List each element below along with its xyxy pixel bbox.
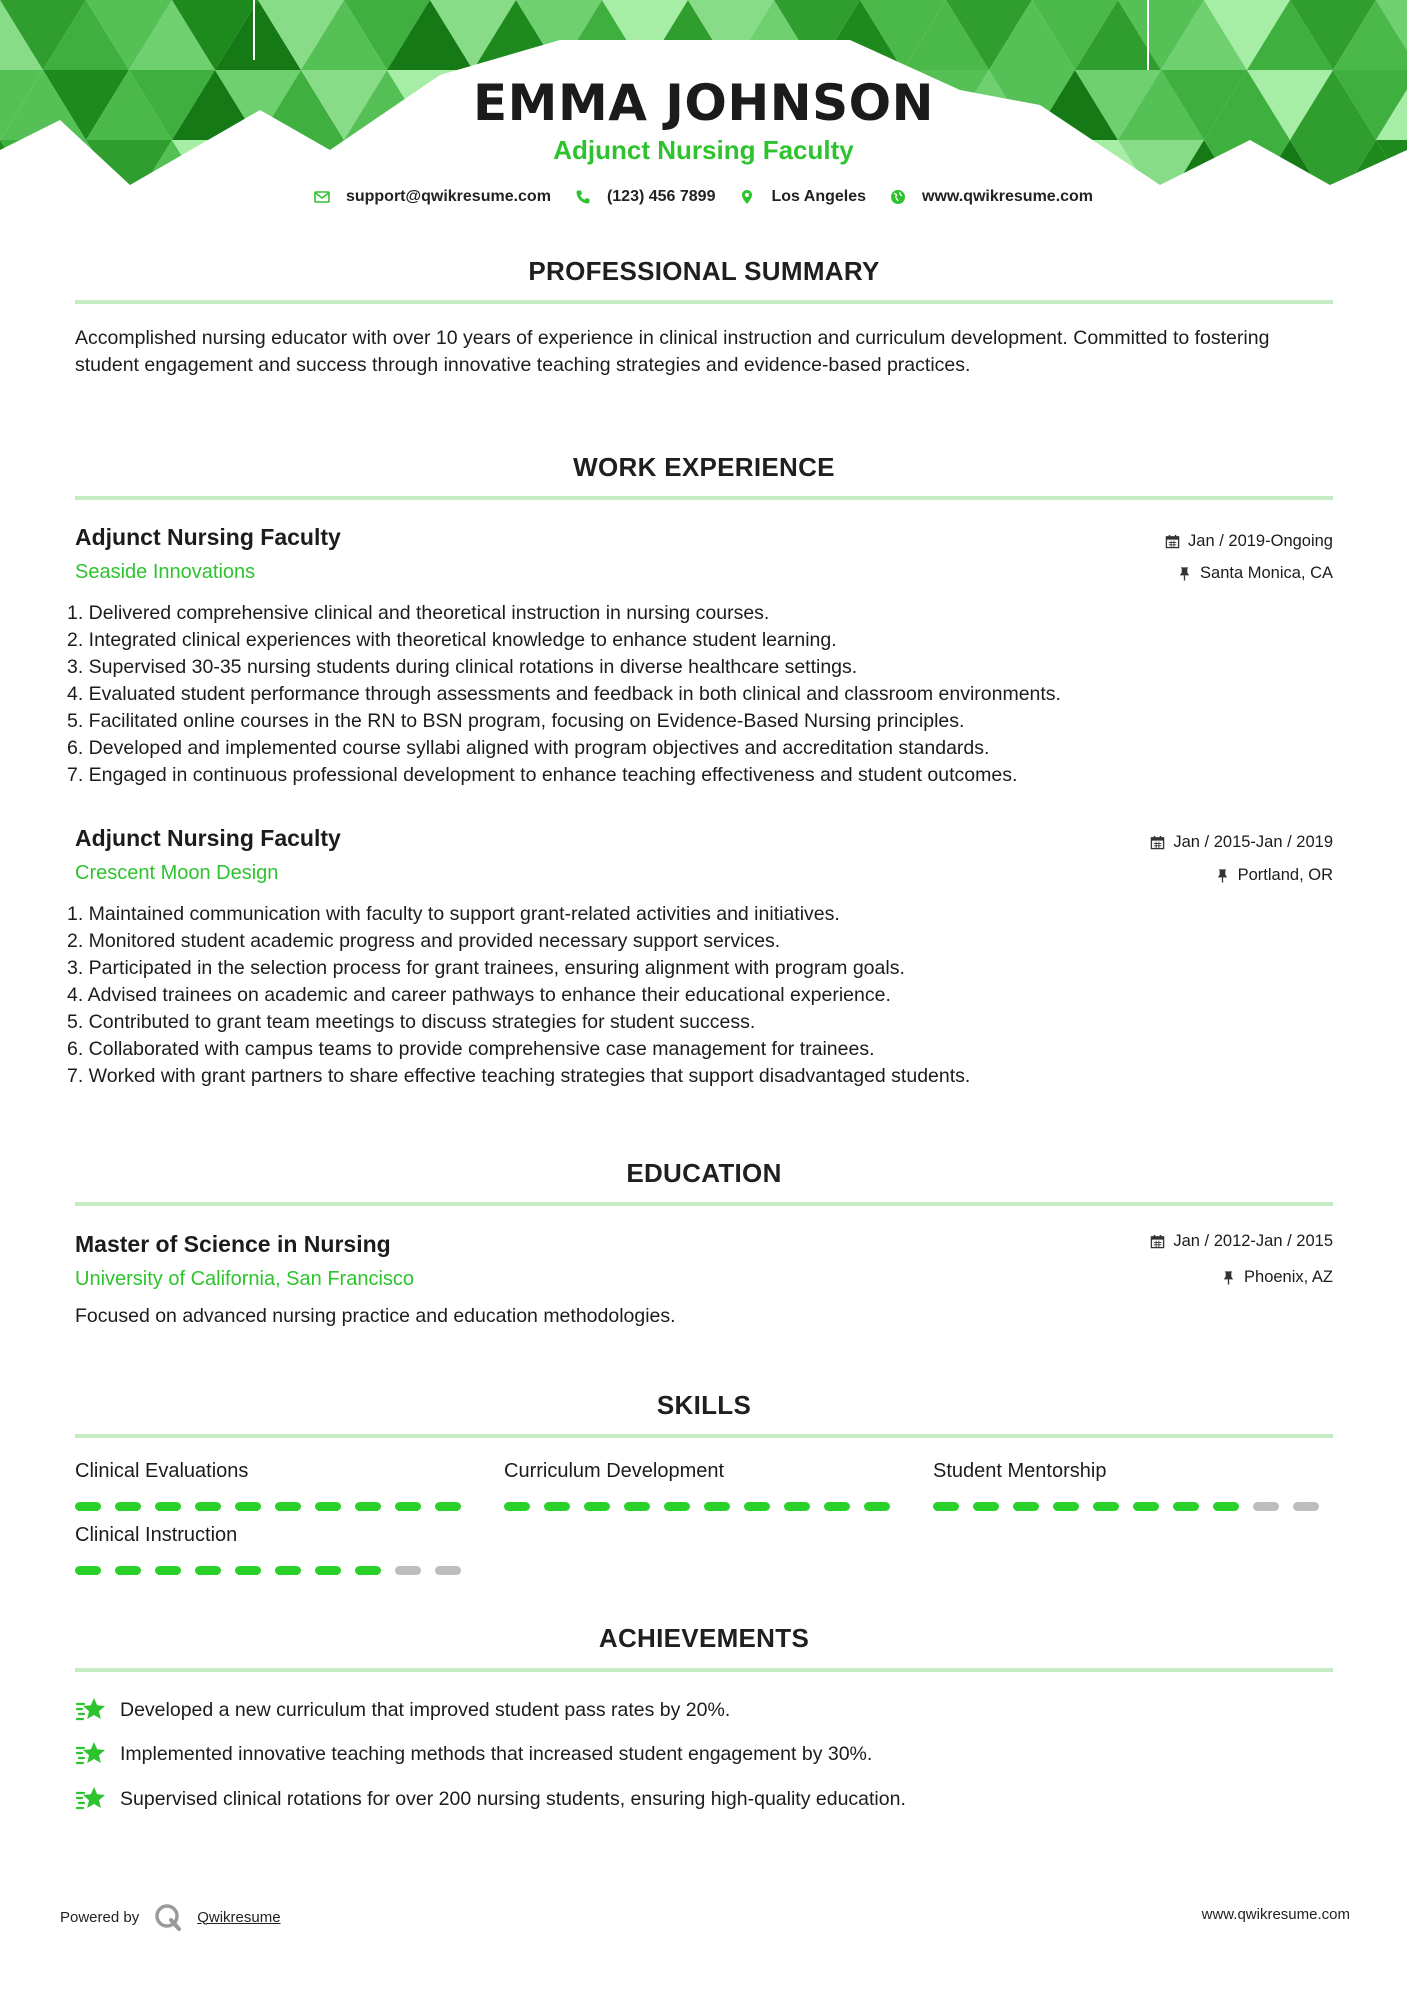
pushpin-icon	[1221, 1270, 1236, 1285]
skill-dot-filled	[275, 1502, 301, 1511]
skill-dot-filled	[275, 1566, 301, 1575]
skill-dot-filled	[864, 1502, 890, 1511]
phone-icon	[575, 189, 591, 205]
skill-dot-filled	[544, 1502, 570, 1511]
skill-dot-filled	[435, 1502, 461, 1511]
experience-heading: WORK EXPERIENCE	[573, 452, 835, 482]
job-dates-text: Jan / 2015-Jan / 2019	[1173, 833, 1333, 851]
star-badge-icon	[75, 1784, 107, 1814]
list-item: 1. Delivered comprehensive clinical and theoretical instruction in nursing courses.	[67, 602, 770, 624]
contact-website[interactable]	[890, 188, 1093, 206]
skill-dot-filled	[1053, 1502, 1079, 1511]
qwikresume-link[interactable]: Qwikresume	[197, 1908, 281, 1926]
list-item: 4. Evaluated student performance through assessments and feedback in both clinical and classroom environments.	[67, 683, 1061, 705]
skill-level-bar	[933, 1502, 1333, 1512]
school-name: University of California, San Francisco	[75, 1268, 415, 1290]
education-dates-text: Jan / 2012-Jan / 2015	[1173, 1232, 1333, 1250]
star-badge-icon	[75, 1739, 107, 1769]
degree-title: Master of Science in Nursing	[75, 1231, 391, 1257]
education-note: Focused on advanced nursing practice and education methodologies.	[75, 1305, 676, 1327]
skill-dot-filled	[195, 1502, 221, 1511]
achievement-text: Implemented innovative teaching methods that increased student engagement by 30%.	[120, 1742, 873, 1765]
list-item: 6. Developed and implemented course syllabi aligned with program objectives and accreditation standards.	[67, 737, 990, 759]
education-rule	[75, 1202, 1333, 1206]
achievement-item	[75, 1695, 730, 1725]
skill-item	[75, 1460, 475, 1512]
skill-dot-filled	[704, 1502, 730, 1511]
skill-name: Student Mentorship	[933, 1460, 1107, 1482]
skill-name: Clinical Evaluations	[75, 1460, 249, 1482]
contact-bar	[0, 188, 1407, 206]
calendar-icon	[1150, 1234, 1165, 1249]
skill-dot-filled	[355, 1502, 381, 1511]
skill-dot-filled	[155, 1502, 181, 1511]
contact-location-text: Los Angeles	[771, 188, 867, 205]
contact-email-text: support@qwikresume.com	[345, 188, 551, 205]
job-location-text: Santa Monica, CA	[1200, 564, 1333, 582]
list-item: 3. Participated in the selection process for grant trainees, ensuring alignment with program goals.	[67, 957, 905, 979]
skill-dot-filled	[315, 1566, 341, 1575]
contact-website-text: www.qwikresume.com	[922, 188, 1094, 205]
skill-dot-filled	[624, 1502, 650, 1511]
skills-rule	[75, 1434, 1333, 1438]
skill-item	[504, 1460, 904, 1512]
skill-dot-filled	[784, 1502, 810, 1511]
skill-dot-filled	[355, 1566, 381, 1575]
envelope-icon	[314, 189, 330, 205]
powered-by-label: Powered by	[60, 1908, 140, 1926]
job-dates	[1165, 532, 1333, 551]
contact-phone[interactable]	[575, 188, 716, 206]
skill-dot-filled	[155, 1566, 181, 1575]
skill-dot-filled	[235, 1566, 261, 1575]
contact-phone-text: (123) 456 7899	[606, 188, 716, 205]
job-location	[1177, 564, 1333, 583]
skill-dot-filled	[75, 1566, 101, 1575]
calendar-icon	[1165, 534, 1180, 549]
skill-dot-filled	[235, 1502, 261, 1511]
skill-dot-filled	[973, 1502, 999, 1511]
list-item: 4. Advised trainees on academic and career pathways to enhance their educational experience.	[67, 984, 891, 1006]
skill-dot-filled	[504, 1502, 530, 1511]
job-title: Adjunct Nursing Faculty	[75, 825, 341, 851]
skill-dot-filled	[1133, 1502, 1159, 1511]
summary-text: Accomplished nursing educator with over 10 years of experience in clinical instruction and curriculum development. Committed to fostering student engagement and success through innovative teaching strategies and evidence-based practices.	[75, 327, 1270, 376]
globe-icon	[890, 189, 906, 205]
skill-name: Clinical Instruction	[75, 1524, 238, 1546]
skill-dot-filled	[1173, 1502, 1199, 1511]
education-location	[1221, 1268, 1333, 1287]
contact-email[interactable]	[314, 188, 551, 206]
achievements-heading: ACHIEVEMENTS	[598, 1623, 810, 1653]
list-item: 5. Contributed to grant team meetings to discuss strategies for student success.	[67, 1011, 756, 1033]
star-badge-icon	[75, 1695, 107, 1725]
job-dates-text: Jan / 2019-Ongoing	[1188, 532, 1333, 550]
job-dates	[1150, 833, 1333, 852]
qwikresume-logo-icon	[153, 1902, 183, 1932]
skill-level-bar	[504, 1502, 904, 1512]
footer-powered-by	[60, 1902, 281, 1932]
summary-rule	[75, 300, 1333, 304]
summary-heading: PROFESSIONAL SUMMARY	[528, 256, 880, 286]
skill-dot-filled	[395, 1502, 421, 1511]
education-dates	[1150, 1232, 1333, 1251]
job-company: Seaside Innovations	[75, 561, 256, 583]
job-location	[1215, 866, 1333, 885]
list-item: 3. Supervised 30-35 nursing students during clinical rotations in diverse healthcare settings.	[67, 656, 858, 678]
achievements-rule	[75, 1668, 1333, 1672]
job-responsibilities	[67, 901, 1337, 1090]
achievement-text: Supervised clinical rotations for over 200 nursing students, ensuring high-quality education.	[120, 1787, 906, 1810]
skill-dot-filled	[1213, 1502, 1239, 1511]
skill-dot-filled	[75, 1502, 101, 1511]
candidate-role: Adjunct Nursing Faculty	[553, 135, 854, 165]
skill-dot-filled	[115, 1566, 141, 1575]
candidate-name: EMMA JOHNSON	[473, 74, 934, 132]
contact-location	[739, 188, 866, 206]
achievement-item	[75, 1739, 872, 1769]
skill-name: Curriculum Development	[504, 1460, 725, 1482]
calendar-icon	[1150, 835, 1165, 850]
skill-dot-empty	[1253, 1502, 1279, 1511]
experience-rule	[75, 496, 1333, 500]
education-heading: EDUCATION	[626, 1158, 782, 1188]
list-item: 6. Collaborated with campus teams to provide comprehensive case management for trainees.	[67, 1038, 875, 1060]
skill-dot-filled	[584, 1502, 610, 1511]
list-item: 5. Facilitated online courses in the RN to BSN program, focusing on Evidence-Based Nursing principles.	[67, 710, 965, 732]
skill-dot-empty	[1293, 1502, 1319, 1511]
job-location-text: Portland, OR	[1237, 866, 1333, 884]
skill-dot-filled	[664, 1502, 690, 1511]
achievement-text: Developed a new curriculum that improved student pass rates by 20%.	[120, 1698, 731, 1721]
job-company: Crescent Moon Design	[75, 862, 279, 884]
pushpin-icon	[1215, 868, 1230, 883]
skill-dot-filled	[195, 1566, 221, 1575]
list-item: 2. Monitored student academic progress and provided necessary support services.	[67, 930, 781, 952]
skill-dot-empty	[395, 1566, 421, 1575]
skill-dot-filled	[933, 1502, 959, 1511]
map-pin-icon	[739, 189, 755, 205]
skill-dot-filled	[1093, 1502, 1119, 1511]
education-location-text: Phoenix, AZ	[1244, 1268, 1333, 1286]
pushpin-icon	[1177, 566, 1192, 581]
skill-dot-empty	[435, 1566, 461, 1575]
list-item: 2. Integrated clinical experiences with theoretical knowledge to enhance student learning.	[67, 629, 837, 651]
skill-level-bar	[75, 1502, 475, 1512]
job-responsibilities	[67, 600, 1337, 789]
list-item: 1. Maintained communication with faculty to support grant-related activities and initiatives.	[67, 903, 840, 925]
skill-level-bar	[75, 1566, 475, 1576]
skill-dot-filled	[824, 1502, 850, 1511]
skill-dot-filled	[115, 1502, 141, 1511]
job-title: Adjunct Nursing Faculty	[75, 524, 341, 550]
skill-item	[933, 1460, 1333, 1512]
skill-item	[75, 1524, 475, 1576]
skills-heading: SKILLS	[656, 1390, 752, 1420]
skill-dot-filled	[1013, 1502, 1039, 1511]
skill-dot-filled	[744, 1502, 770, 1511]
list-item: 7. Engaged in continuous professional development to enhance teaching effectiveness and student outcomes.	[67, 764, 1018, 786]
achievement-item	[75, 1784, 906, 1814]
skill-dot-filled	[315, 1502, 341, 1511]
list-item: 7. Worked with grant partners to share effective teaching strategies that support disadvantaged students.	[67, 1065, 971, 1087]
footer-website[interactable]: www.qwikresume.com	[1201, 1906, 1350, 1923]
